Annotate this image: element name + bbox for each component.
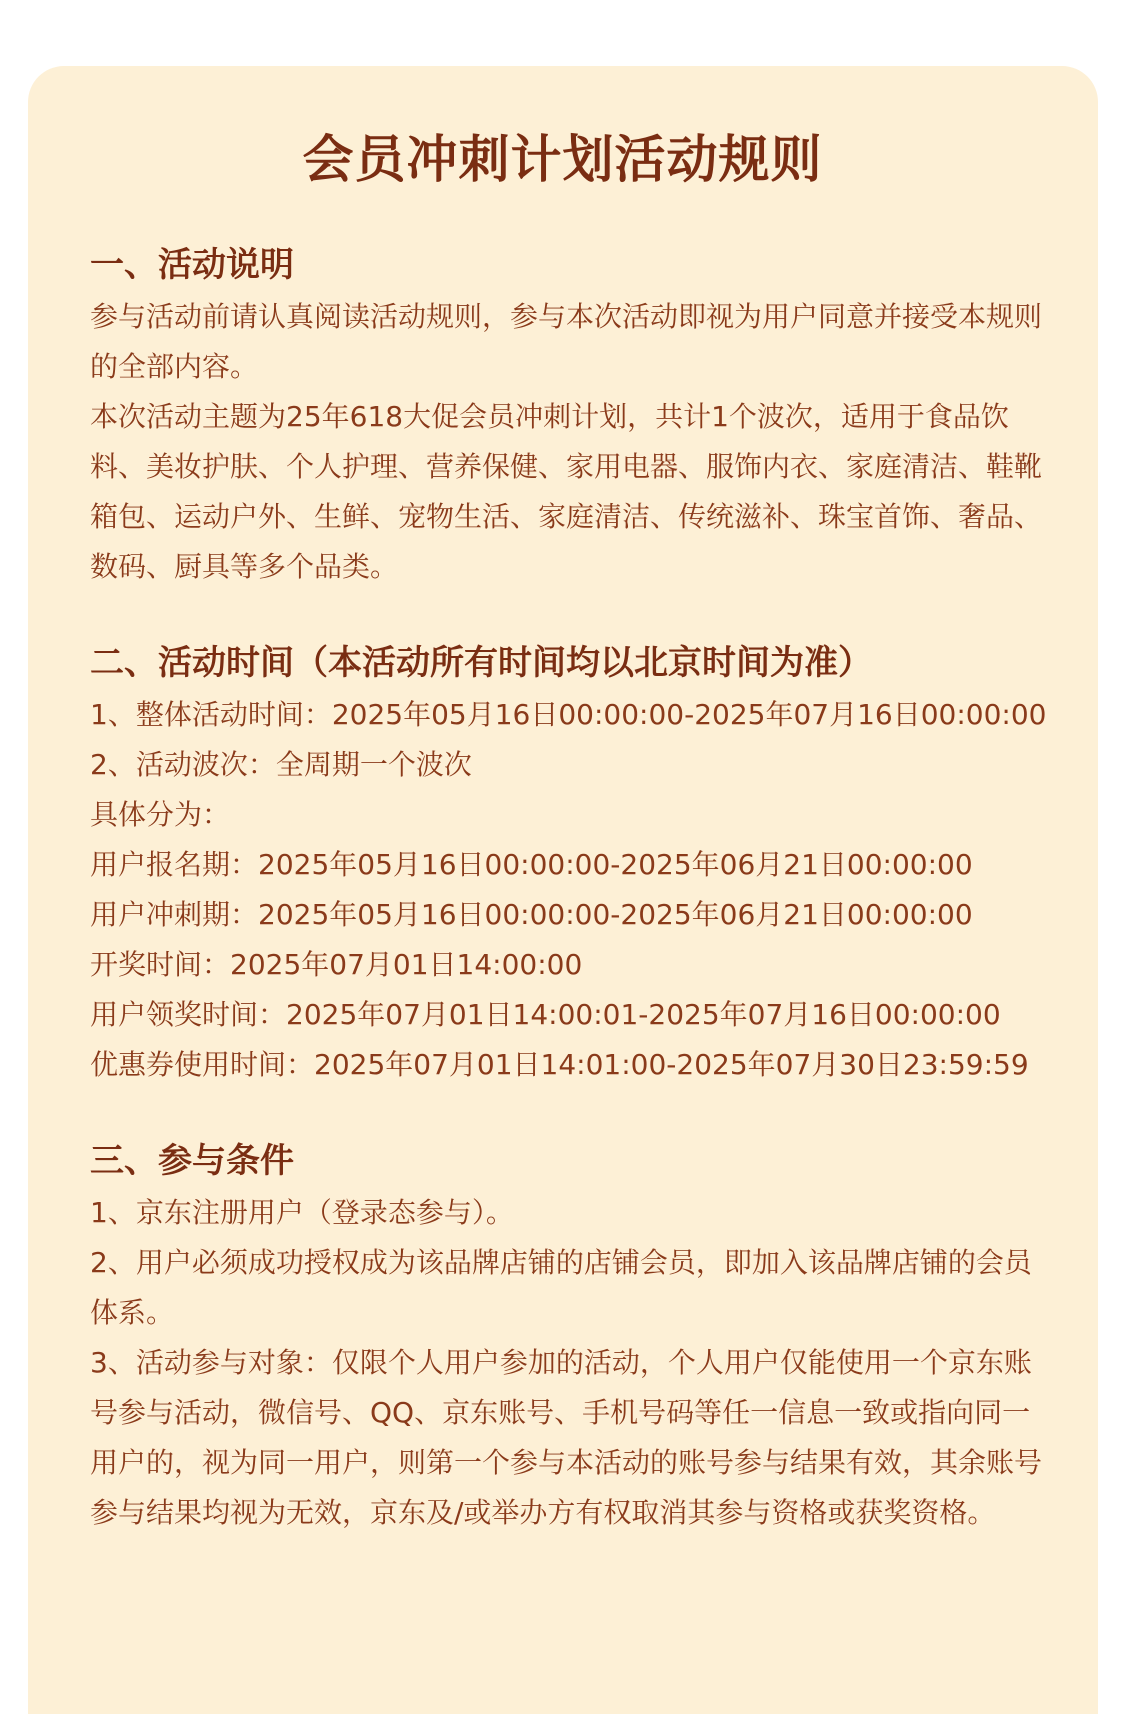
section-participation-conditions bbox=[90, 1134, 1050, 1538]
section-paragraph: 参与活动前请认真阅读活动规则，参与本次活动即视为用户同意并接受本规则的全部内容。 bbox=[90, 300, 1043, 383]
section-paragraph: 优惠券使用时间：2025年07月01日14:01:00-2025年07月30日23:59:59 bbox=[90, 1048, 1029, 1081]
rules-content bbox=[90, 238, 1050, 1582]
section-paragraph: 用户报名期：2025年05月16日00:00:00-2025年06月21日00:00:00 bbox=[90, 848, 973, 881]
section-paragraph: 具体分为： bbox=[90, 798, 231, 831]
section-paragraph: 1、整体活动时间：2025年05月16日00:00:00-2025年07月16日00:00:00 bbox=[90, 698, 1047, 731]
section-heading: 一、活动说明 bbox=[90, 245, 294, 285]
section-paragraph: 用户冲刺期：2025年05月16日00:00:00-2025年06月21日00:00:00 bbox=[90, 898, 973, 931]
section-paragraph: 3、活动参与对象：仅限个人用户参加的活动，个人用户仅能使用一个京东账号参与活动，微信号、QQ、京东账号、手机号码等任一信息一致或指向同一用户的，视为同一用户，则第一个参与本活动的账号参与结果有效，其余账号参与结果均视为无效，京东及/或举办方有权取消其参与资格或获奖资格。 bbox=[90, 1346, 1043, 1529]
section-paragraph: 1、京东注册用户（登录态参与）。 bbox=[90, 1196, 514, 1229]
section-paragraph: 2、用户必须成功授权成为该品牌店铺的店铺会员，即加入该品牌店铺的会员体系。 bbox=[90, 1246, 1032, 1329]
page-title: 会员冲刺计划活动规则 bbox=[302, 131, 823, 190]
section-activity-time bbox=[90, 636, 1050, 1090]
section-heading: 二、活动时间（本活动所有时间均以北京时间为准） bbox=[90, 643, 872, 683]
section-paragraph: 开奖时间：2025年07月01日14:00:00 bbox=[90, 948, 583, 981]
section-paragraph: 本次活动主题为25年618大促会员冲刺计划，共计1个波次，适用于食品饮料、美妆护肤、个人护理、营养保健、家用电器、服饰内衣、家庭清洁、鞋靴箱包、运动户外、生鲜、宠物生活、家庭清洁、传统滋补、珠宝首饰、奢品、数码、厨具等多个品类。 bbox=[90, 400, 1043, 583]
section-paragraph: 用户领奖时间：2025年07月01日14:00:01-2025年07月16日00:00:00 bbox=[90, 998, 1001, 1031]
section-activity-description bbox=[90, 238, 1050, 592]
section-heading: 三、参与条件 bbox=[90, 1141, 294, 1181]
section-paragraph: 2、活动波次：全周期一个波次 bbox=[90, 748, 472, 781]
